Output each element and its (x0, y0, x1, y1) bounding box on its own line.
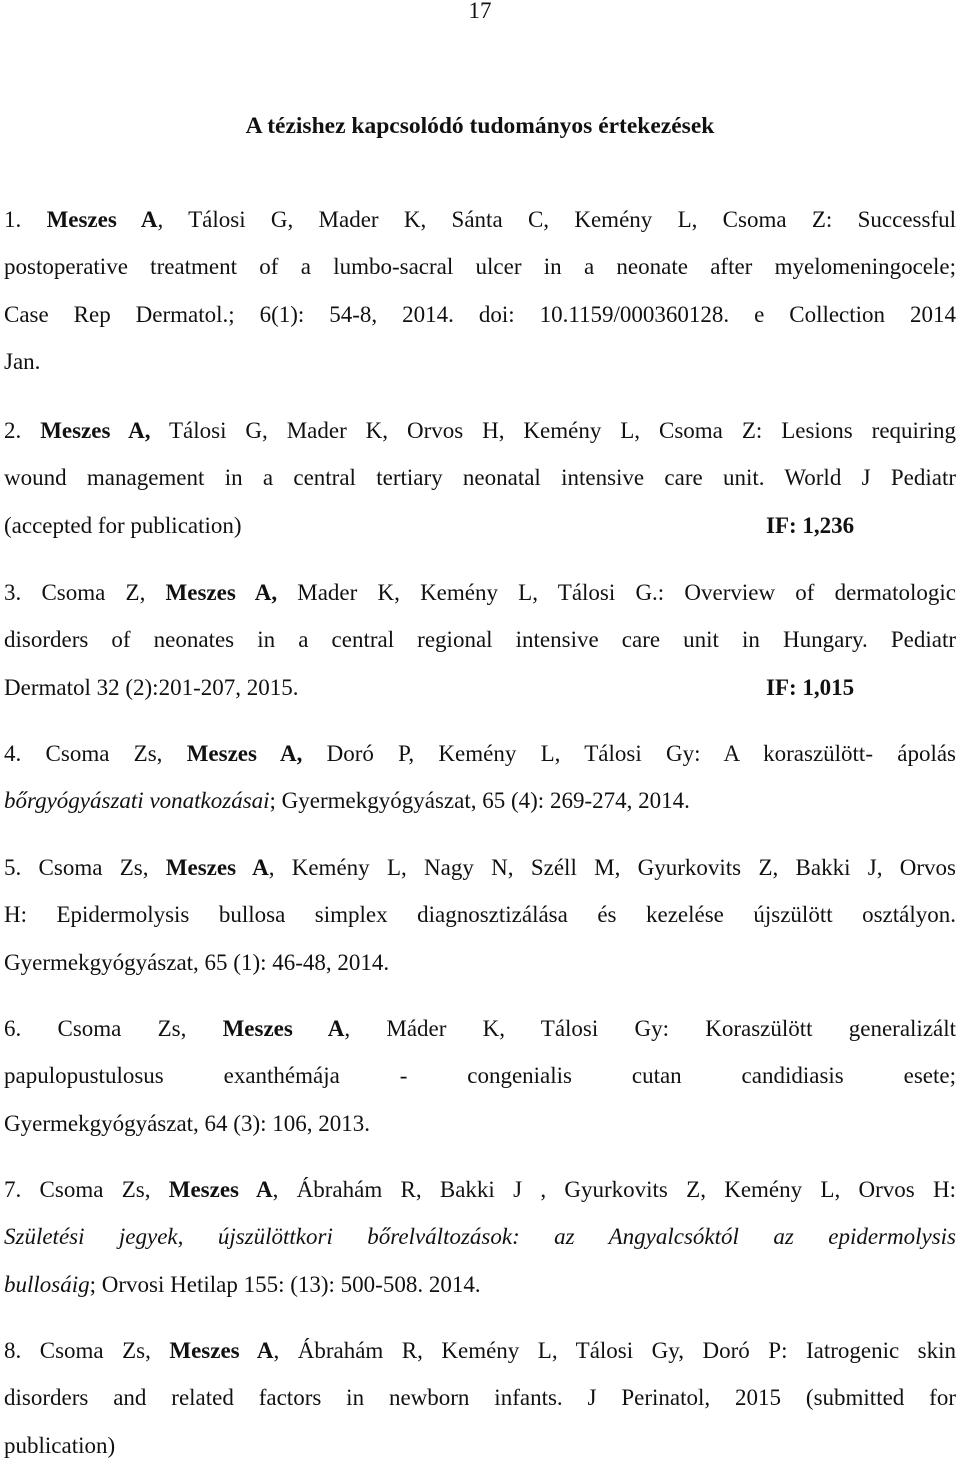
publication-entry-7 (4, 1166, 956, 1308)
entry-line: 7. Csoma Zs, Meszes A, Ábrahám R, Bakki J , Gyurkovits Z, Kemény L, Orvos H: (4, 1177, 957, 1202)
entry-line: bőrgyógyászati vonatkozásai; Gyermekgyógyászat, 65 (4): 269-274, 2014. (4, 788, 690, 814)
entry-line: Gyermekgyógyászat, 65 (1): 46-48, 2014. (4, 949, 390, 975)
entry-line: (accepted for publication) IF: 1,236 (4, 502, 956, 549)
entry-line: papulopustulosus exanthémája - congenialis cutan candidiasis esete; (4, 1063, 956, 1089)
italic-title: bőrgyógyászati vonatkozásai (4, 788, 270, 814)
author-highlight: Meszes A (168, 1177, 273, 1202)
publication-entry-6 (4, 1005, 956, 1147)
italic-title: Születési jegyek, újszülöttkori bőrelváltozások: az Angyalcsóktól az epidermolysis (4, 1224, 956, 1250)
entry-line: 2. Meszes A, Tálosi G, Mader K, Orvos H, Kemény L, Csoma Z: Lesions requiring (4, 418, 956, 443)
author-highlight: Meszes A (165, 855, 269, 880)
italic-title: bullosáig (4, 1271, 90, 1297)
entry-line: publication) (4, 1432, 116, 1458)
publication-entry-4 (4, 730, 956, 825)
entry-line: 1. Meszes A, Tálosi G, Mader K, Sánta C, Kemény L, Csoma Z: Successful (4, 207, 956, 232)
entry-line: 5. Csoma Zs, Meszes A, Kemény L, Nagy N, Széll M, Gyurkovits Z, Bakki J, Orvos (4, 855, 957, 880)
page-number: 17 (468, 0, 492, 23)
publication-entry-1 (4, 196, 956, 385)
author-highlight: Meszes A (169, 1338, 274, 1363)
impact-factor: IF: 1,015 (766, 674, 855, 700)
page-title: A tézishez kapcsolódó tudományos értekezések (245, 113, 715, 139)
publication-entry-2 (4, 407, 956, 549)
entry-line: 4. Csoma Zs, Meszes A, Doró P, Kemény L, Tálosi Gy: A koraszülött- ápolás (4, 741, 957, 766)
entry-line (4, 1213, 956, 1260)
author-highlight: Meszes A, (40, 418, 151, 443)
entry-line: 8. Csoma Zs, Meszes A, Ábrahám R, Kemény L, Tálosi Gy, Doró P: Iatrogenic skin (4, 1338, 957, 1363)
author-highlight: Meszes A (222, 1016, 345, 1041)
entry-line: Jan. (4, 348, 41, 374)
publication-entry-3 (4, 569, 956, 711)
entry-line: H: Epidermolysis bullosa simplex diagnosztizálása és kezelése újszülött osztályon. (4, 902, 956, 928)
entry-line: Case Rep Dermatol.; 6(1): 54-8, 2014. doi: 10.1159/000360128. e Collection 2014 (4, 301, 956, 327)
entry-line: Gyermekgyógyászat, 64 (3): 106, 2013. (4, 1110, 371, 1136)
entry-line: wound management in a central tertiary neonatal intensive care unit. World J Pediatr (4, 465, 956, 491)
entry-line: bullosáig; Orvosi Hetilap 155: (13): 500-508. 2014. (4, 1271, 481, 1297)
entry-line: disorders and related factors in newborn infants. J Perinatol, 2015 (submitted for (4, 1385, 956, 1411)
impact-factor: IF: 1,236 (766, 512, 855, 538)
author-highlight: Meszes A (46, 207, 158, 232)
publication-entry-8 (4, 1327, 956, 1469)
publication-entry-5 (4, 844, 956, 986)
entry-line: 6. Csoma Zs, Meszes A, Máder K, Tálosi Gy: Koraszülött generalizált (4, 1016, 957, 1041)
author-highlight: Meszes A, (186, 741, 303, 766)
author-highlight: Meszes A, (165, 580, 278, 605)
entry-line: disorders of neonates in a central regional intensive care unit in Hungary. Pediatr (4, 627, 956, 653)
entry-line: 3. Csoma Z, Meszes A, Mader K, Kemény L, Tálosi G.: Overview of dermatologic (4, 580, 956, 605)
entry-line: postoperative treatment of a lumbo-sacral ulcer in a neonate after myelomeningocele; (4, 254, 956, 280)
entry-line: Dermatol 32 (2):201-207, 2015. IF: 1,015 (4, 664, 956, 711)
